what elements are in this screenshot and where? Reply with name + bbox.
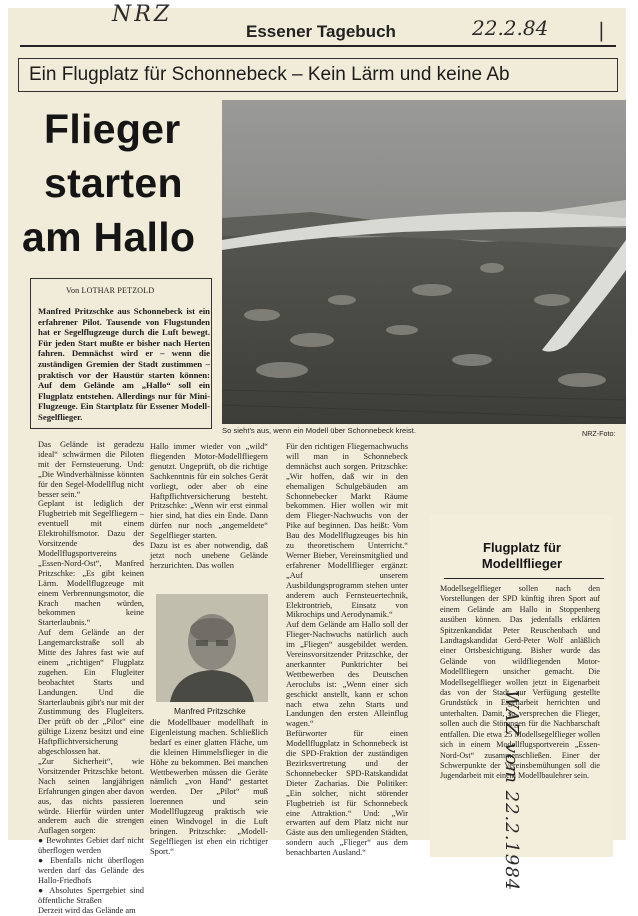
headline-line-3: am Hallo bbox=[22, 214, 196, 260]
banner-text: Ein Flugplatz für Schonnebeck – Kein Lärm und keine Ab bbox=[29, 64, 510, 85]
lead-paragraph: Manfred Pritzschke aus Schonnebeck ist ein erfahrener Pilot. Tausende von Flugstunden hat er Segelflugzeuge durch die Luft bewegt. Für jeden Start mußte er bisher nach Herten fahren. Demnächst wird er – wenn die zuständigen Gremien der Stadt zustimmen – praktisch vor der Haustür starten können: Auf dem Gelände am „Hallo“ soll ein Flugplatz entstehen. Allerdings nur für Mini-Flugzeuge. Ein Startplatz für Essener Modell-Segelflieger. bbox=[38, 306, 210, 422]
photo-credit: NRZ-Foto: bbox=[582, 429, 616, 438]
portrait-caption: Manfred Pritzschke bbox=[174, 706, 246, 716]
handwritten-date-note: 22.2.84 bbox=[472, 16, 549, 40]
byline: Von LOTHAR PETZOLD bbox=[66, 286, 155, 295]
portrait-photo bbox=[156, 594, 268, 702]
banner-box bbox=[18, 58, 618, 92]
handwritten-source-date-note: WAZ vom 22.2.1984 bbox=[501, 690, 522, 892]
side-headline-line-1: Flugplatz für bbox=[483, 540, 561, 555]
photo-caption: So sieht's aus, wenn ein Modell über Schonnebeck kreist. bbox=[222, 426, 416, 435]
headline-line-1: Flieger bbox=[44, 106, 181, 152]
side-headline-line-2: Modellflieger bbox=[481, 556, 563, 571]
handwritten-source-note: NRZ bbox=[112, 2, 173, 27]
headline-line-2: starten bbox=[44, 160, 183, 206]
article-column-1: Das Gelände ist geradezu ideal“ schwärmen die Piloten mit der Fernsteuerung. Und: „Die Windverhältnisse könnten für den Segel-Modellflug nicht besser sein.“ Geplant ist lediglich der Flugbetrieb mit Segelfliegern – eventuell mit einem Elektrohilfsmotor. Dazu der Vorsitzende des Modellflugsportvereins „Essen-Nord-Ost“, Manfred Pritzschke: „Es gibt keinen Lärm. Modellflugzeuge mit einem Verbrennungsmotor, die Krach machen würden, bekommen keine Starterlaubnis.“ Auf dem Gelände an der Langemarckstraße soll ab Mitte des Jahres fast wie auf einem „richtigen“ Flugplatz zugehen. Ein Flugleiter beobachtet Starts und Landungen. Und die Starterlaubnis gibt's nur mit der Zustimmung des Flugleiters. Der prüft ob der „Pilot“ eine gültige Lizenz besitzt und eine Haftpflichtversicherung abgeschlossen hat. „Zur Sicherheit“, wie Vorsitzender Pritzschke betont. Nach seinen langjährigen Erfahrungen gingen aber davon aus, das nichts passieren würde. Hierfür würden unter anderem auch die strengen Auflagen sorgen: ● Bewohntes Gebiet darf nicht überflogen werden ● Ebenfalls nicht überflogen werden darf das Gelände des Hallo-Friedhofs ● Absolutes Sperrgebiet sind öffentliche Straßen Derzeit wird das Gelände am bbox=[38, 440, 144, 915]
side-article-body: Modellsegelflieger sollen nach den Vorstellungen der SPD künftig ihren Sport auf einem Gelände am Hallo in Stoppenberg ausüben können. Das jedenfalls erklärten Spitzenkandidat Peter Reuschenbach und Landtagskandidat Gerd-Peter Wolf anläßlich einer Ortsbesichtigung. Bisher wurde das Gelände von wildfliegenden Motor-Modellfliegern unsicher gemacht. Die Modellsegelflieger wollen jetzt in Eigenarbeit das von der Stadt zur Verfügung gestellte Grundstück in Eigenarbeit herrichten und unterhalten. Damit, so versprechen die Flieger, sollen auch die Störungen für die Nachbarschaft entfallen. Die etwa 25 Modellsegelflieger wollen sich in einem Modellflugsportverein „Essen-Nord-Ost“ zusammenschließen. Einer der Schwerpunkte der Vereinsbemühungen soll die Jugendarbeit mit einem Modellbaulehrer sein. bbox=[440, 584, 600, 781]
side-headline bbox=[452, 540, 592, 572]
glider-photo bbox=[222, 100, 626, 424]
article-column-3: Für den richtigen Fliegernachwuchs will man in Schonnebeck demnächst auch sorgen. Pritzschke: „Wir hoffen, daß wir in den ehemaligen Schulgebäuden am Schonnebecker Markt Räume bekommen. Hier wollen wir mit dem Flieger-Nachwuchs von der Pike auf beginnen. Das heißt: Vom Bau des Modellflugzeuges bis hin zu theoretischem Unterricht.“ Werner Bieber, Vereinsmitglied und erfahrener Modellflieger ergänzt: „Auf unserem Ausbildungsprogramm stehen unter anderem auch Fernsteuertechnik, Elektrontrieb, Einsatz von Mikrochips und Aerodynamik.“ Auf dem Gelände am Hallo soll der Flieger-Nachwuchs natürlich auch im „Fliegen“ ausgebildet werden. Vereinsvorsitzender Pritzschke, der anerkannter Punktrichter bei Wettbewerben des Deutschen Aeroclubs ist: „Wenn einer sich geschickt anstellt, kann er schon nach etwa zehn Starts und Landungen den ersten Alleinflug wagen.“ Befürworter für einen Modellflugplatz in Schonnebeck ist die SPD-Fraktion der zuständigen Bezirksvertretung und der Schonnebecker SPD-Ratskandidat Dieter Zacharias. Die Politiker: „Ein solcher, nicht störender Flugbetrieb ist für Schonnebeck eine Attraktion.“ Und: „Wir erwarten auf dem Platz nicht nur Gäste aus den umliegenden Städten, sondern auch „Flieger“ aus dem benachbarten Ausland.“ bbox=[286, 442, 408, 858]
article-column-2-bottom: die Modellbauer modellhaft in Eigenleistung machen. Schließlich bedarf es einer glatten Fläche, um die kleinen Himmelsflieger in die Höhe zu bekommen. Bei manchen Wettbewerben müssen die Geräte nämlich „von Hand“ gestartet werden. Der „Pilot“ muß loerennen und sein Modellflugzeug praktisch wie einen Windvogel in die Luft bringen. Pritzschke: „Modell-Segelfliegen ist eben ein richtiger Sport.“ bbox=[150, 718, 268, 856]
header-rule bbox=[20, 45, 616, 47]
side-rule bbox=[444, 578, 604, 579]
article-column-2-top: Hallo immer wieder von „wild“ fliegenden Motor-Modellfliegern genutzt. Ungeprüft, ob die richtige Sachkenntnis für ein solches Gerät vorliegt, oder aber ob eine Haftpflichtversicherung besteht. Pritzschke: „Wenn wir erst einmal hier sind, hat dies ein Ende. Dann dürfen nur noch „angemeldete“ Segelflieger starten. Dazu ist es aber notwendig, daß jetzt noch unebene Gelände herzurichten. Das wollen bbox=[150, 442, 268, 570]
handwritten-mark: | bbox=[598, 18, 605, 42]
section-title: Essener Tagebuch bbox=[246, 22, 396, 41]
